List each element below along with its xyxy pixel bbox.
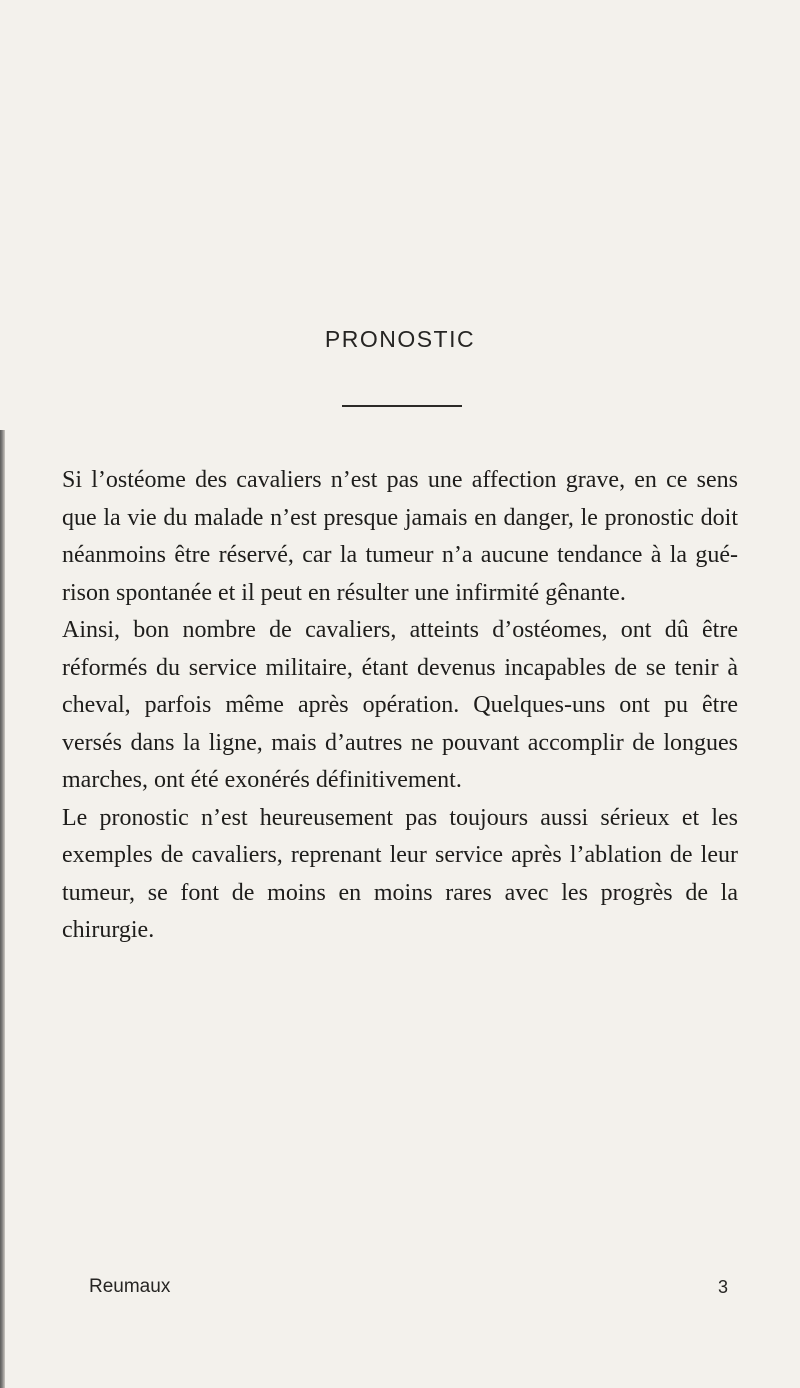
body-text	[62, 462, 738, 950]
paragraph-2: Ainsi, bon nombre de cavaliers, atteints d’ostéomes, ont dû être réformés du service militaire, étant devenus incapables de se tenir à cheval, parfois même après opération. Quelques-uns ont pu être versés dans la ligne, mais d’autres ne pouvant accomplir de longues marches, ont été exonérés définitivement.	[62, 617, 738, 793]
page-title: PRONOSTIC	[324, 326, 476, 352]
paragraph-1: Si l’ostéome des cavaliers n’est pas une affection grave, en ce sens que la vie du malade n’est presque jamais en danger, le pronostic doit néanmoins être réservé, car la tumeur n’a aucune tendance à la gué-rison spontanée et il peut en résulter une infirmité gênante.	[62, 467, 738, 606]
binding-edge	[0, 430, 5, 1388]
title-rule	[342, 405, 462, 407]
page-number: 3	[718, 1277, 729, 1297]
footer-author: Reumaux	[89, 1276, 171, 1297]
paragraph-3: Le pronostic n’est heureusement pas toujours aussi sérieux et les exemples de cavaliers, reprenant leur service après l’ablation de leur tumeur, se font de moins en moins rares avec les progrès de la chirurgie.	[62, 804, 738, 943]
